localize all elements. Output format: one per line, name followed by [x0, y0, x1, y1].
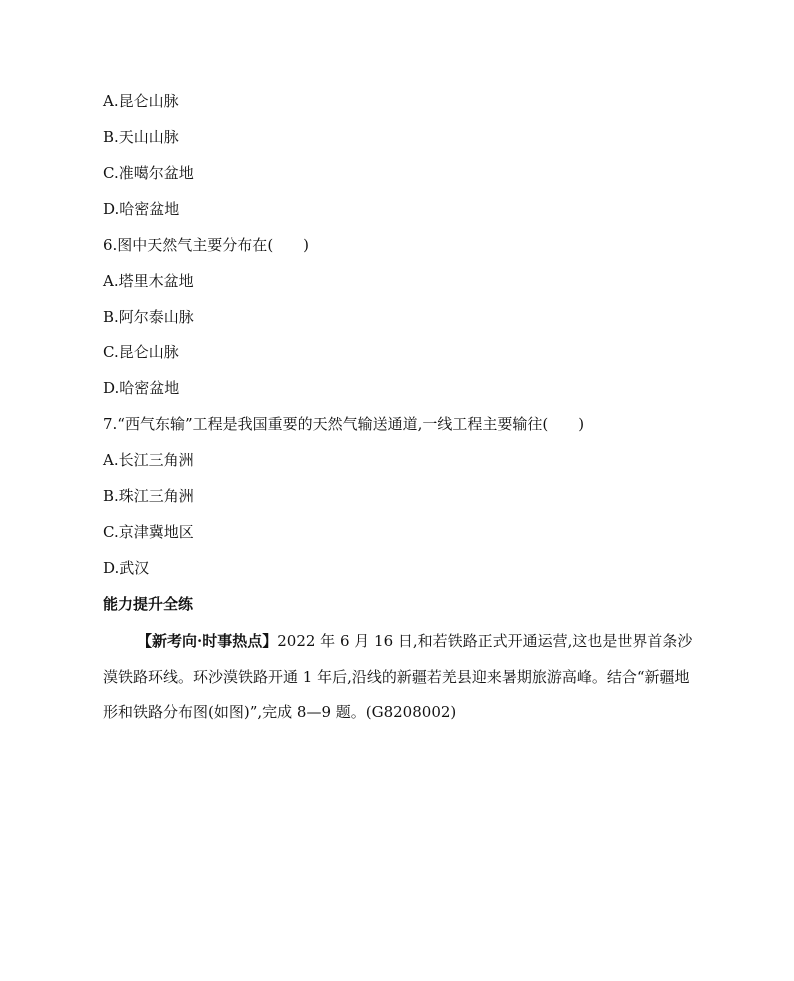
q6-option-a: A.塔里木盆地 — [103, 272, 194, 290]
q5-option-c: C.准噶尔盆地 — [103, 164, 194, 182]
q7-option-a: A.长江三角洲 — [103, 451, 194, 469]
q5-option-b: B.天山山脉 — [103, 128, 179, 146]
q6-option-d: D.哈密盆地 — [103, 379, 180, 397]
section-tag: 【新考向·时事热点】 — [137, 632, 278, 650]
q7-option-d: D.武汉 — [103, 559, 150, 577]
section-paragraph — [103, 624, 693, 731]
q7-option-c: C.京津冀地区 — [103, 523, 194, 541]
q7-stem: 7.“西气东输”工程是我国重要的天然气输送通道,一线工程主要输往( ) — [103, 415, 585, 433]
q5-option-a: A.昆仑山脉 — [103, 92, 179, 110]
q6-stem: 6.图中天然气主要分布在( ) — [103, 236, 310, 254]
section-title: 能力提升全练 — [103, 595, 194, 613]
q5-option-d: D.哈密盆地 — [103, 200, 180, 218]
q7-option-b: B.珠江三角洲 — [103, 487, 194, 505]
q6-option-b: B.阿尔泰山脉 — [103, 308, 194, 326]
section-body: 2022 年 6 月 16 日,和若铁路正式开通运营,这也是世界首条沙漠铁路环线。环沙漠铁路开通 1 年后,沿线的新疆若羌县迎来暑期旅游高峰。结合“新疆地形和铁路分布图(如图)”,完成 8—9 题。(G8208002) — [103, 632, 693, 721]
q6-option-c: C.昆仑山脉 — [103, 343, 179, 361]
